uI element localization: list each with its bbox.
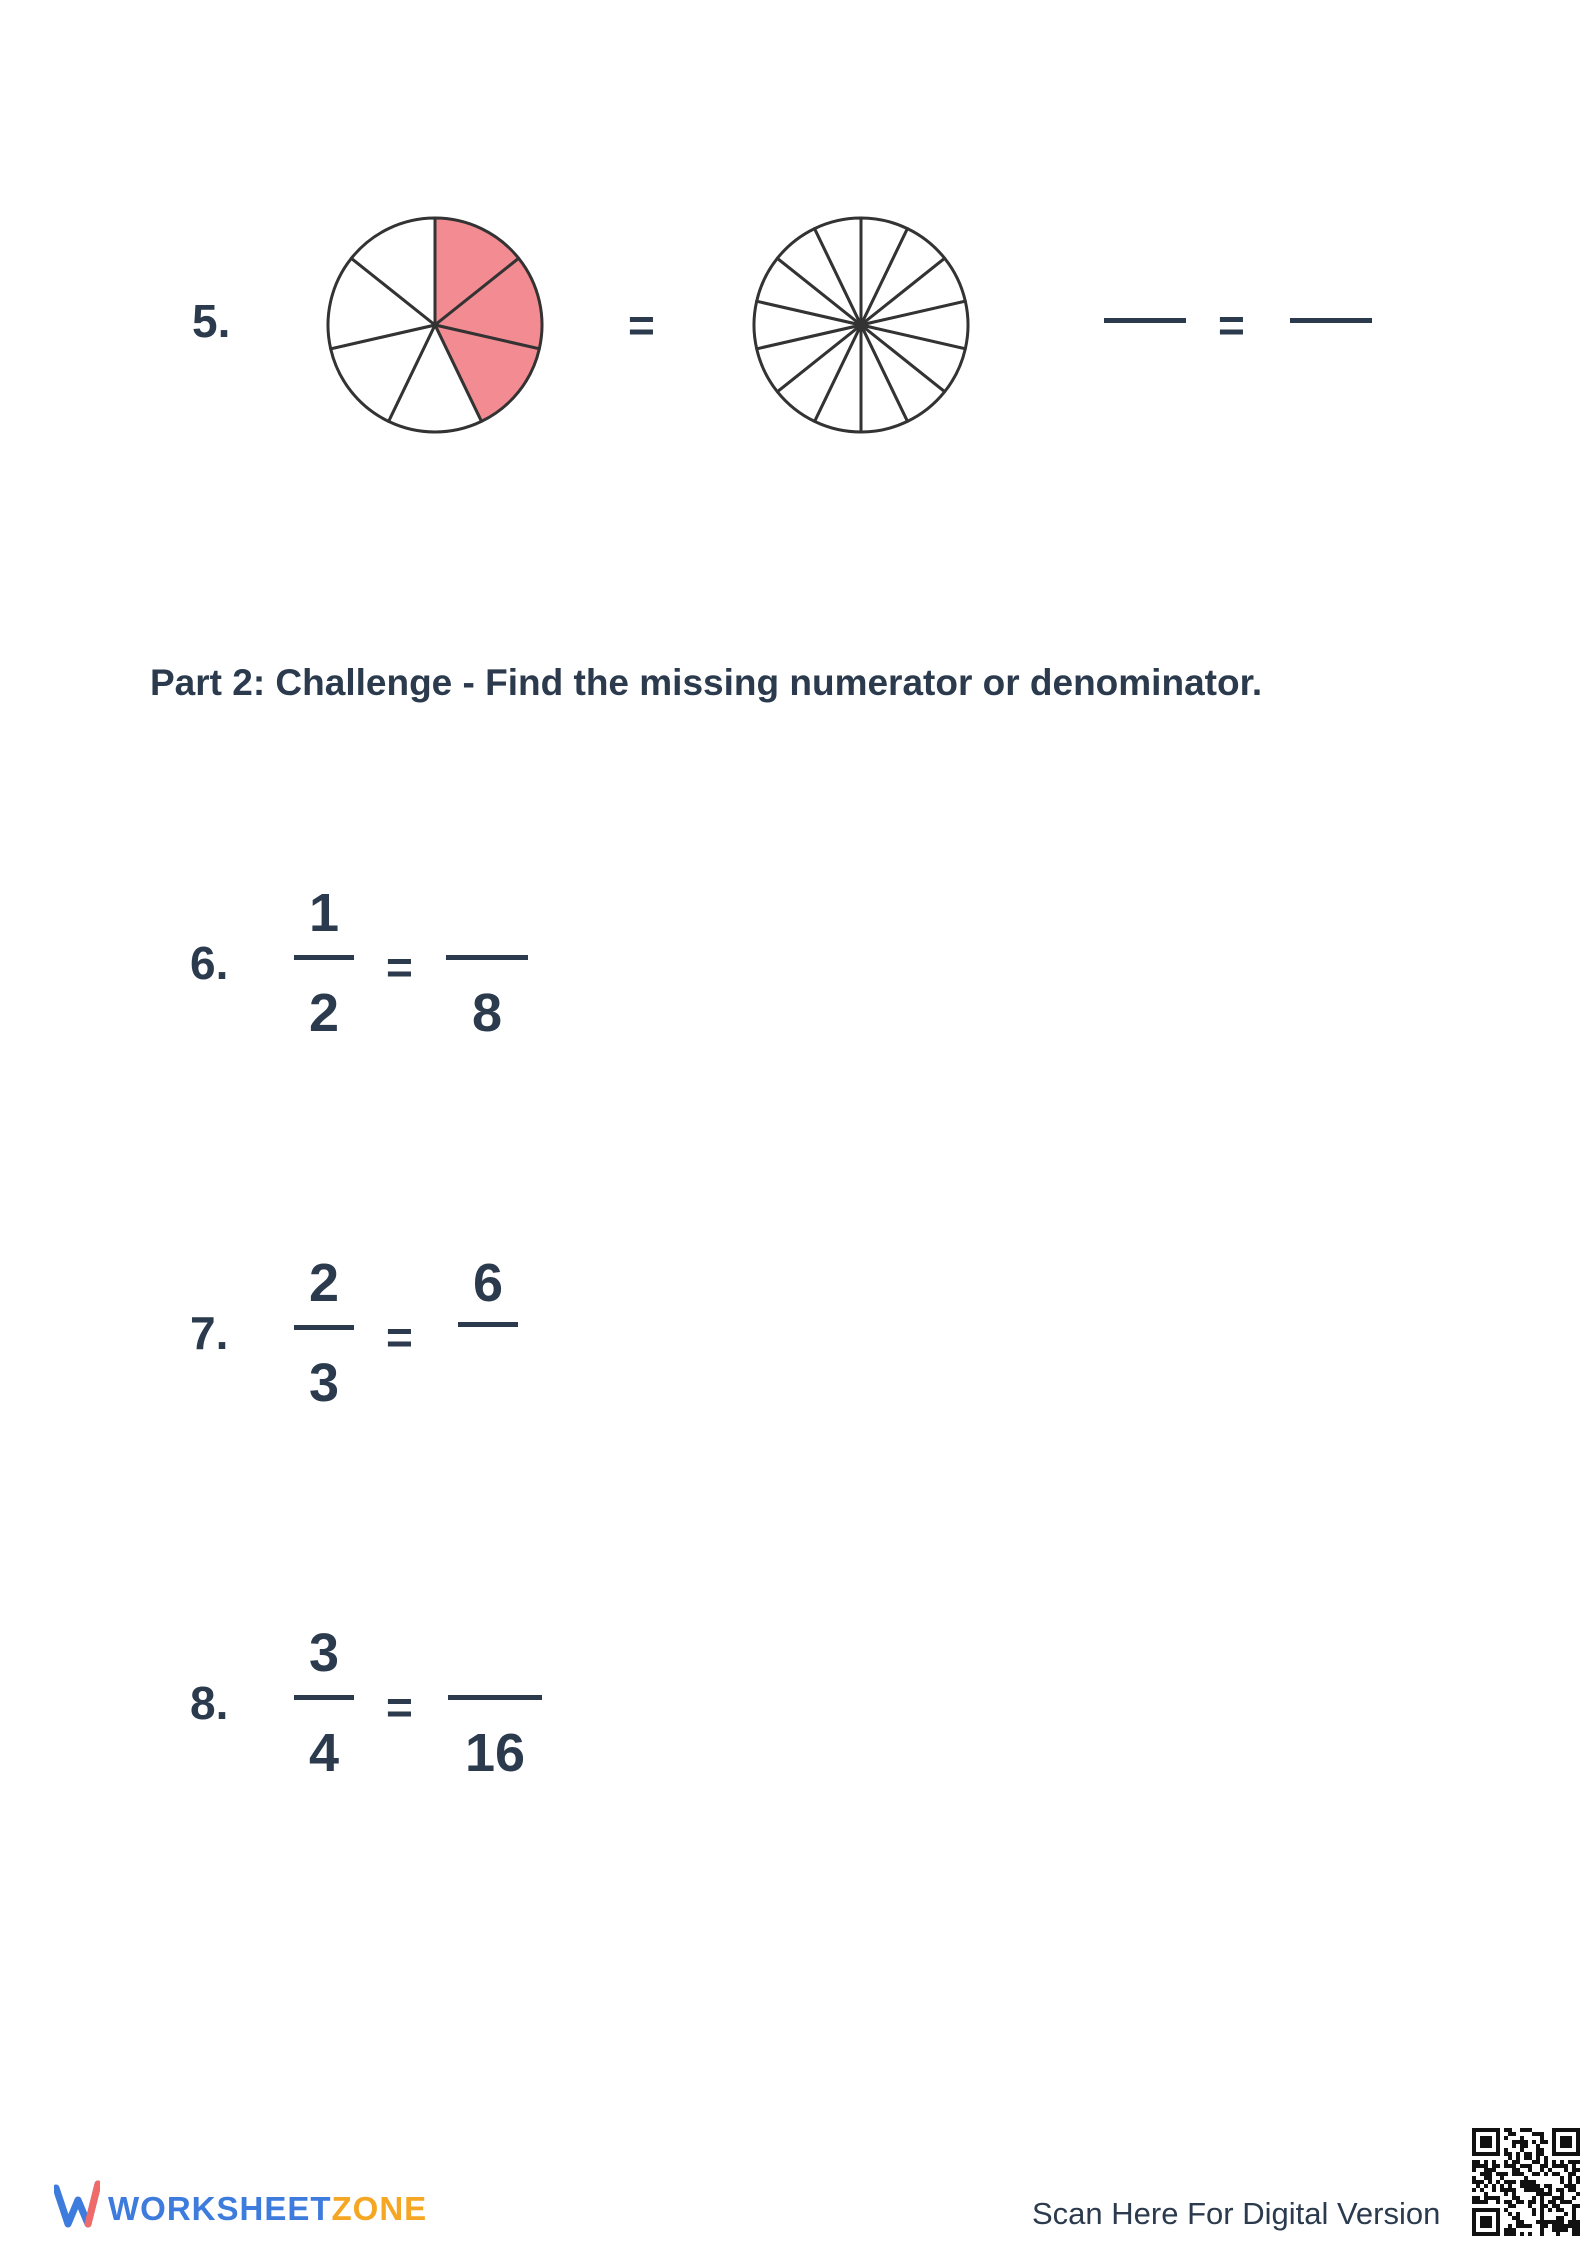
part2-heading: Part 2: Challenge - Find the missing numerator or denominator. <box>150 662 1263 703</box>
fraction-7-left-denominator: 3 <box>308 1353 340 1413</box>
question-number-7: 7. <box>190 1307 229 1359</box>
fraction-7-right-numerator: 6 <box>472 1253 504 1313</box>
fraction-8-left-denominator: 4 <box>308 1723 340 1783</box>
brand-zone: ZONE <box>331 2190 428 2227</box>
fraction-8-right-denominator: 16 <box>464 1723 526 1783</box>
fraction-7-left-bar <box>294 1325 354 1330</box>
worksheetzone-logo-icon <box>54 2180 100 2230</box>
fraction-7-right-bar <box>458 1322 518 1327</box>
question-number-5: 5. <box>192 295 231 347</box>
fraction-6-right-bar <box>446 955 528 960</box>
fraction-8-left-numerator: 3 <box>308 1623 340 1683</box>
qr-code-icon[interactable] <box>1472 2128 1580 2236</box>
pie-sevenths <box>320 210 550 440</box>
equals-sign-8: = <box>386 1681 413 1733</box>
fraction-6-left-denominator: 2 <box>308 983 340 1043</box>
answer-blank-right[interactable] <box>1290 318 1372 323</box>
equals-sign-pies: = <box>628 299 655 351</box>
brand-worksheet: WORKSHEET <box>108 2190 332 2227</box>
question-number-6: 6. <box>190 937 229 989</box>
equals-sign-7: = <box>386 1311 413 1363</box>
question-number-8: 8. <box>190 1677 229 1729</box>
fraction-7-left-numerator: 2 <box>308 1253 340 1313</box>
fraction-6-right-denominator: 8 <box>471 983 503 1043</box>
fraction-6-left-numerator: 1 <box>308 883 340 943</box>
scan-here-text: Scan Here For Digital Version <box>1032 2196 1441 2231</box>
equals-sign-answer: = <box>1218 299 1245 351</box>
equals-sign-6: = <box>386 941 413 993</box>
fraction-6-left-bar <box>294 955 354 960</box>
fraction-8-right-bar <box>448 1695 542 1700</box>
pie-fourteenths <box>746 210 976 440</box>
worksheetzone-brand[interactable] <box>108 2190 427 2228</box>
answer-blank-left[interactable] <box>1104 318 1186 323</box>
fraction-8-left-bar <box>294 1695 354 1700</box>
